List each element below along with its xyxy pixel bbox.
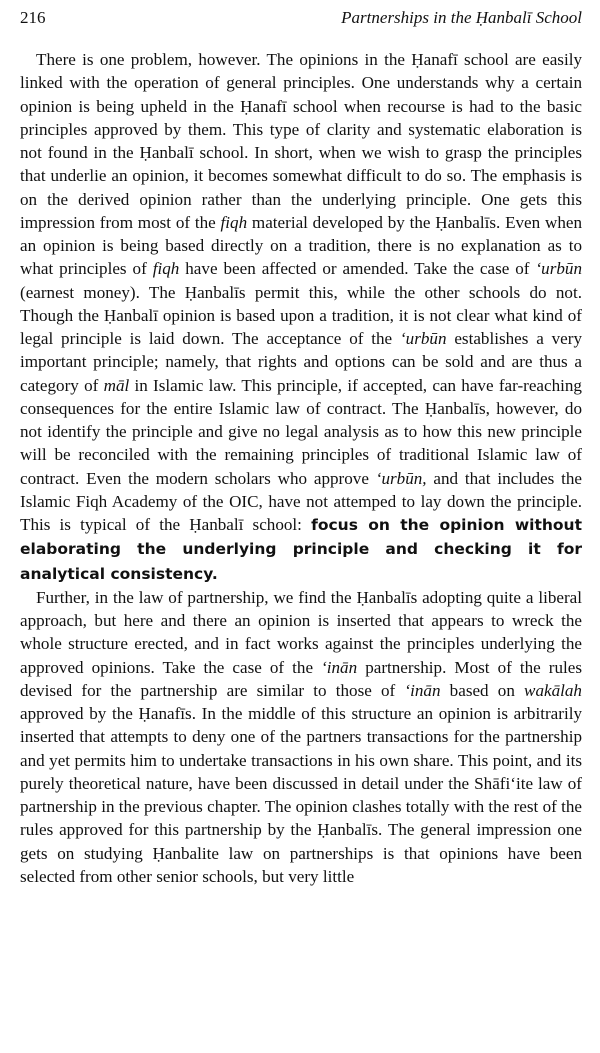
bold-emphasis: focus on the opinion without elaborating the underlying principle and checking it for analytical consistency. [20,516,582,583]
page-header [20,0,582,34]
italic-term: fiqh [220,212,248,232]
text-run: partnership. Most of the rules devised for the partnership are similar to those of [20,657,582,700]
text-run: have been affected or amended. Take the case of [179,259,536,279]
italic-term: ‘urbūn [535,259,582,279]
text-run: There is one problem, however. The opinions in the Ḥanafī school are easily linked with the operation of general principles. One understands why a certain opinion is being upheld in the Ḥanafī school when recourse is had to the basic principles approved by them. This type of clarity and systematic elaboration is not found in the Ḥanbalī school. In short, when we wish to grasp the principles that underlie an opinion, it becomes somewhat difficult to do so. The emphasis is on the derived opinion rather than the underlying principle. One gets this impression from most of the [20,50,582,232]
italic-term: ‘urbūn, [375,468,427,488]
page-number: 216 [20,8,46,27]
text-run: (earnest money). The Ḥanbalīs permit this, while the other schools do not. Though the Ḥanbalī opinion is based upon a tradition, it is not clear what kind of legal principle is laid down. The acceptance of the [20,282,582,348]
italic-term: ‘inān [404,680,441,700]
paragraph-1 [20,48,582,586]
text-run: in Islamic law. This principle, if accepted, can have far-reaching consequences for the entire Islamic law of contract. The Ḥanbalīs, however, do not identify the principle and give no legal analysis as to how this new principle will be reconciled with the remaining principles of traditional Islamic law of contract. Even the modern scholars who approve [20,375,582,488]
body-text [20,48,582,888]
italic-term: fiqh [152,259,180,279]
text-run: and that includes the Islamic Fiqh Academy of the OIC, have not attemped to lay down the principle. This is typical of the Ḥanbalī school: [20,468,582,534]
italic-term: ‘urbūn [399,329,447,348]
italic-term: māl [103,375,130,395]
text-run: based on [440,680,525,700]
paragraph-2 [20,586,582,888]
running-head: Partnerships in the Ḥanbalī School [341,8,582,27]
text-run: Further, in the law of partnership, we find the Ḥanbalīs adopting quite a liberal approach, but here and there an opinion is inserted that appears to wreck the whole structure erected, and in fact works against the principles underlying the approved opinions. Take the case of the [20,587,582,677]
text-run: material developed by the Ḥanbalīs. Even when an opinion is being based directly on a tradition, there is no explanation as to what principles of [20,212,582,279]
italic-term: ‘inān [321,657,358,677]
italic-term: wakālah [524,680,582,700]
text-run: establishes a very important principle; namely, that rights and options can be sold and are thus a category of [20,329,582,395]
text-run: approved by the Ḥanafīs. In the middle of this structure an opinion is arbitrarily inserted that attempts to deny one of the partners transactions for the partnership and yet permits him to undertake transactions in his own share. This point, and its purely theoretical nature, have been discussed in detail under the Shāfi‘ite law of partnership in the previous chapter. The opinion clashes totally with the rest of the rules approved for this partnership by the Ḥanbalīs. The general impression one gets on studying Ḥanbalite law on partnerships is that opinions have been selected from other senior schools, but very little [20,704,582,886]
